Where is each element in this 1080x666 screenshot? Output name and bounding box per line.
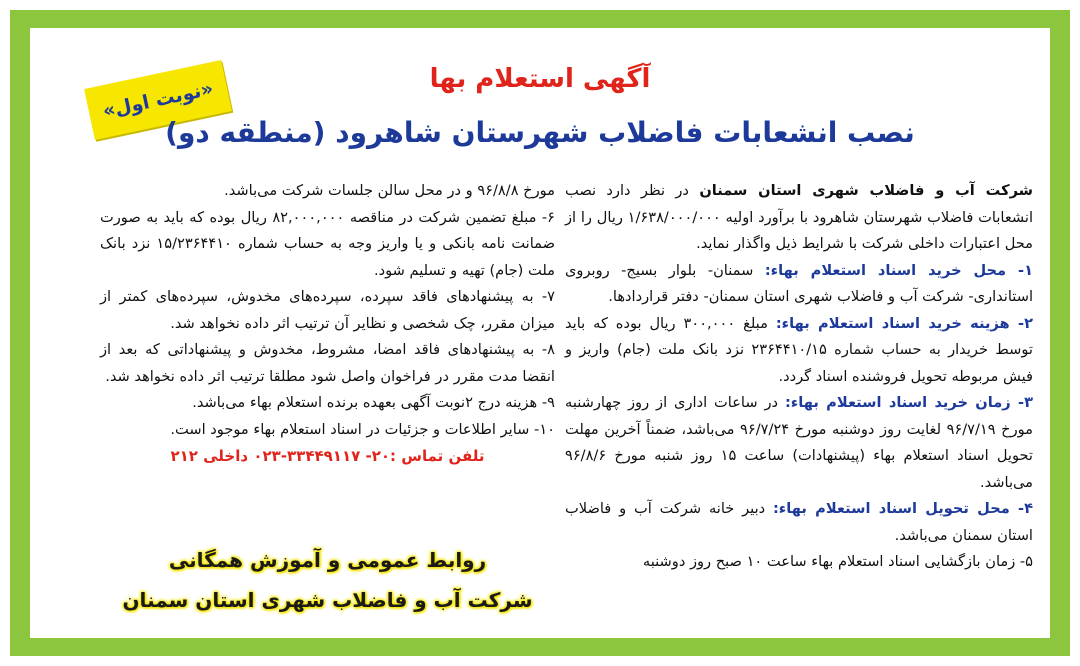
- item-2-text: مبلغ ۳۰۰,۰۰۰ ریال بوده که باید توسط خریدار به حساب شماره ۲۳۶۴۴۱۰/۱۵ نزد بانک ملت (جام) واریز و فیش مربوطه تحویل فروشنده اسناد گردد.: [565, 314, 1033, 385]
- round-badge-label: «نوبت اول»: [100, 77, 216, 123]
- item-8: ۸- به پیشنهادهای فاقد امضا، مشروط، مخدوش و پیشنهاداتی که بعد از انقضا مدت مقرر در فراخوان واصل شود مطلقا ترتیب اثر داده نخواهد شد.: [100, 341, 555, 385]
- item-2-label: ۲- هزینه خرید اسناد استعلام بهاء:: [775, 314, 1033, 332]
- item-5-continued: مورخ ۹۶/۸/۸ و در محل سالن جلسات شرکت می‌باشد.: [224, 182, 555, 199]
- item-7: ۷- به پیشنهادهای فاقد سپرده، سپرده‌های مخدوش، سپرده‌های کمتر از میزان مقرر، چک شخصی و نظایر آن ترتیب اثر داده نخواهد شد.: [100, 288, 555, 332]
- item-4-label: ۴- محل تحویل اسناد استعلام بهاء:: [772, 500, 1033, 517]
- item-2: [565, 311, 1033, 391]
- ad-frame: [10, 10, 1070, 656]
- item-6: ۶- مبلغ تضمین شرکت در مناقصه ۸۲,۰۰۰,۰۰۰ ریال بوده که باید به صورت ضمانت نامه بانکی و یا واریز وجه به حساب شماره ۱۵/۲۳۶۴۴۱۰ نزد بانک ملت (جام) تهیه و تسلیم شود.: [100, 208, 555, 279]
- signature-line-2: شرکت آب و فاضلاب شهری استان سمنان: [122, 588, 533, 612]
- item-3-label: ۳- زمان خرید اسناد استعلام بهاء:: [784, 394, 1033, 411]
- intro-paragraph: [565, 178, 1033, 258]
- item-1: [565, 258, 1033, 311]
- item-1-text: سمنان- بلوار بسیج- روبروی استانداری- شرکت آب و فاضلاب شهری استان سمنان- دفتر قراردادها.: [565, 261, 1033, 305]
- ad-title: آگهی استعلام بها: [429, 64, 651, 94]
- item-4: [565, 496, 1033, 549]
- right-column: [565, 178, 1033, 576]
- ad-subtitle: نصب انشعابات فاضلاب شهرستان شاهرود (منطقه دو): [165, 116, 915, 149]
- contact-phone: تلفن تماس :۲۰- ۳۳۴۴۹۱۱۷-۰۲۳ داخلی ۲۱۲: [170, 447, 485, 465]
- intro-company: شرکت آب و فاضلاب شهری استان سمنان: [699, 182, 1033, 199]
- item-3: [565, 390, 1033, 496]
- signature-line-1: روابط عمومی و آموزش همگانی: [168, 548, 487, 572]
- item-3-text: در ساعات اداری از روز چهارشنبه مورخ ۹۶/۷/۱۹ لغایت روز دوشنبه مورخ ۹۶/۷/۲۴ می‌باشد، ضمناً آخرین مهلت تحویل اسناد استعلام بهاء (پیشنهادات) ساعت ۱۵ روز شنبه مورخ ۹۶/۸/۶ می‌باشد.: [565, 394, 1033, 491]
- left-column: [100, 178, 555, 470]
- item-5: ۵- زمان بازگشایی اسناد استعلام بهاء ساعت ۱۰ صبح روز دوشنبه: [642, 553, 1033, 570]
- intro-text: در نظر دارد نصب انشعابات فاضلاب شهرستان شاهرود با برآورد اولیه ۱/۶۳۸/۰۰۰/۰۰۰ ریال را از محل اعتبارات داخلی شرکت با شرایط ذیل واگذار نماید.: [565, 182, 1034, 252]
- item-9: ۹- هزینه درج ۲نوبت آگهی بعهده برنده استعلام بهاء می‌باشد.: [192, 394, 555, 411]
- item-1-label: ۱- محل خرید اسناد استعلام بهاء:: [764, 261, 1033, 279]
- ad-content: [30, 28, 1050, 638]
- item-4-text: دبیر خانه شرکت آب و فاضلاب استان سمنان می‌باشد.: [565, 500, 1033, 544]
- item-10: ۱۰- سایر اطلاعات و جزئیات در اسناد استعلام بهاء موجود است.: [170, 420, 555, 438]
